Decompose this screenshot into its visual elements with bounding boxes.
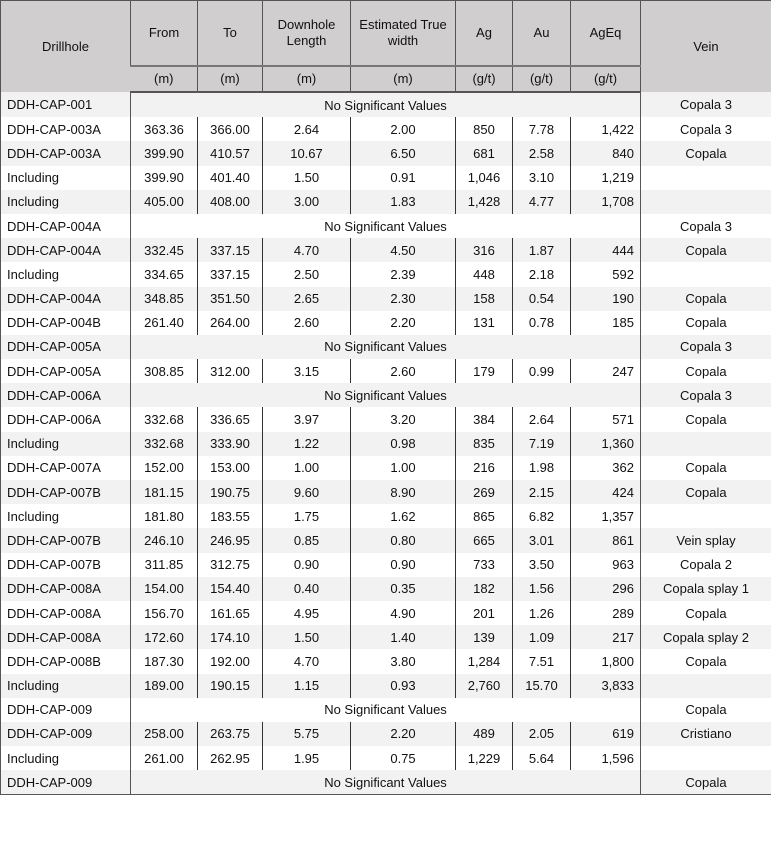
cell-drillhole: DDH-CAP-008B xyxy=(1,649,131,673)
cell-ageq: 424 xyxy=(571,480,641,504)
cell-ag: 1,428 xyxy=(456,190,513,214)
header-true-width: Estimated True width xyxy=(351,1,456,67)
table-row xyxy=(1,528,771,552)
cell-vein: Copala 3 xyxy=(641,92,771,117)
cell-to: 246.95 xyxy=(198,528,263,552)
unit-ag: (g/t) xyxy=(456,66,513,92)
cell-true-width: 6.50 xyxy=(351,141,456,165)
cell-drillhole: DDH-CAP-008A xyxy=(1,601,131,625)
cell-from: 405.00 xyxy=(131,190,198,214)
cell-ageq: 1,708 xyxy=(571,190,641,214)
cell-vein: Copala 3 xyxy=(641,383,771,407)
cell-vein: Copala splay 2 xyxy=(641,625,771,649)
cell-downhole-length: 2.50 xyxy=(263,262,351,286)
cell-downhole-length: 1.75 xyxy=(263,504,351,528)
cell-vein: Copala xyxy=(641,141,771,165)
table-row xyxy=(1,359,771,383)
cell-au: 0.54 xyxy=(513,287,571,311)
header-ag: Ag xyxy=(456,1,513,67)
cell-to: 264.00 xyxy=(198,311,263,335)
cell-no-significant-values: No Significant Values xyxy=(131,770,641,795)
cell-true-width: 0.98 xyxy=(351,432,456,456)
table-row xyxy=(1,601,771,625)
cell-true-width: 0.90 xyxy=(351,553,456,577)
cell-drillhole: DDH-CAP-004B xyxy=(1,311,131,335)
cell-au: 5.64 xyxy=(513,746,571,770)
cell-from: 261.40 xyxy=(144,315,184,331)
cell-vein: Cristiano xyxy=(641,722,771,746)
table-row xyxy=(1,117,771,141)
cell-to: 336.65 xyxy=(198,407,263,431)
cell-au: 7.19 xyxy=(513,432,571,456)
cell-true-width: 0.91 xyxy=(351,166,456,190)
table-row xyxy=(1,335,771,359)
header-downhole-length: Downhole Length xyxy=(263,1,351,67)
cell-drillhole: DDH-CAP-006A xyxy=(1,407,131,431)
table-row xyxy=(1,166,771,190)
cell-downhole-length: 2.60 xyxy=(263,311,351,335)
cell-to: 174.10 xyxy=(198,625,263,649)
cell-vein xyxy=(641,674,771,698)
cell-vein xyxy=(641,190,771,214)
cell-ag: 865 xyxy=(456,504,513,528)
cell-au: 2.15 xyxy=(513,480,571,504)
cell-ageq: 444 xyxy=(571,238,641,262)
cell-drillhole: Including xyxy=(1,190,131,214)
cell-true-width: 2.60 xyxy=(351,359,456,383)
cell-drillhole: Including xyxy=(1,746,131,770)
cell-ageq: 571 xyxy=(571,407,641,431)
cell-drillhole: DDH-CAP-009 xyxy=(1,770,131,795)
cell-to: 337.15 xyxy=(198,262,263,286)
cell-to: 408.00 xyxy=(198,190,263,214)
unit-ageq: (g/t) xyxy=(571,66,641,92)
cell-true-width: 2.39 xyxy=(351,262,456,286)
cell-from: 189.00 xyxy=(131,674,198,698)
cell-drillhole: DDH-CAP-007A xyxy=(1,456,131,480)
table-row xyxy=(1,92,771,117)
cell-drillhole: DDH-CAP-005A xyxy=(1,359,131,383)
cell-ageq: 861 xyxy=(571,528,641,552)
cell-vein: Vein splay xyxy=(641,528,771,552)
cell-downhole-length: 1.50 xyxy=(263,166,351,190)
cell-ag: 384 xyxy=(456,407,513,431)
table-row xyxy=(1,287,771,311)
cell-ag: 850 xyxy=(456,117,513,141)
cell-from: 399.90 xyxy=(131,141,198,165)
cell-ag: 2,760 xyxy=(456,674,513,698)
unit-from: (m) xyxy=(131,66,198,92)
cell-drillhole: DDH-CAP-003A xyxy=(1,117,131,141)
cell-to: 190.15 xyxy=(198,674,263,698)
cell-ag: 201 xyxy=(456,601,513,625)
cell-vein xyxy=(641,166,771,190)
cell-ag: 131 xyxy=(456,311,513,335)
table-row xyxy=(1,432,771,456)
cell-ageq: 1,422 xyxy=(571,117,641,141)
cell-downhole-length: 4.70 xyxy=(263,649,351,673)
table-row xyxy=(1,770,771,795)
cell-au: 7.78 xyxy=(513,117,571,141)
cell-drillhole: DDH-CAP-004A xyxy=(1,287,131,311)
cell-downhole-length: 9.60 xyxy=(263,480,351,504)
cell-ageq: 963 xyxy=(571,553,641,577)
cell-ageq: 296 xyxy=(571,577,641,601)
cell-ageq: 217 xyxy=(571,625,641,649)
table-row xyxy=(1,407,771,431)
cell-vein: Copala 3 xyxy=(641,117,771,141)
cell-vein: Copala xyxy=(641,698,771,722)
cell-au: 3.10 xyxy=(513,166,571,190)
cell-no-significant-values: No Significant Values xyxy=(324,702,447,718)
cell-drillhole: Including xyxy=(1,166,131,190)
cell-vein xyxy=(641,432,771,456)
cell-true-width: 3.20 xyxy=(351,407,456,431)
cell-from: 172.60 xyxy=(131,625,198,649)
cell-ag: 835 xyxy=(456,432,513,456)
table-row xyxy=(1,553,771,577)
cell-vein: Copala xyxy=(641,311,771,335)
table-row xyxy=(1,214,771,238)
cell-true-width: 3.80 xyxy=(351,649,456,673)
cell-downhole-length: 10.67 xyxy=(263,141,351,165)
cell-ag: 448 xyxy=(456,262,513,286)
cell-au: 1.56 xyxy=(513,577,571,601)
cell-drillhole: DDH-CAP-007B xyxy=(1,528,131,552)
table-row xyxy=(1,141,771,165)
cell-to: 351.50 xyxy=(198,287,263,311)
cell-to: 410.57 xyxy=(198,141,263,165)
cell-drillhole: DDH-CAP-003A xyxy=(1,141,131,165)
cell-vein: Copala xyxy=(641,480,771,504)
cell-from: 332.68 xyxy=(131,432,198,456)
cell-true-width: 8.90 xyxy=(351,480,456,504)
cell-from: 363.36 xyxy=(144,121,184,137)
cell-from: 334.65 xyxy=(144,266,184,282)
cell-vein: Copala splay 1 xyxy=(641,577,771,601)
cell-to: 333.90 xyxy=(198,432,263,456)
cell-au: 7.51 xyxy=(513,649,571,673)
cell-drillhole: Including xyxy=(1,504,131,528)
cell-au: 2.58 xyxy=(513,141,571,165)
cell-to: 312.00 xyxy=(198,359,263,383)
cell-from: 399.90 xyxy=(144,170,184,186)
cell-to: 161.65 xyxy=(198,601,263,625)
cell-au: 1.09 xyxy=(513,625,571,649)
cell-from: 181.80 xyxy=(144,508,184,524)
cell-to: 263.75 xyxy=(198,722,263,746)
cell-true-width: 0.75 xyxy=(351,746,456,770)
cell-ag: 269 xyxy=(456,480,513,504)
cell-true-width: 1.83 xyxy=(351,190,456,214)
cell-true-width: 2.00 xyxy=(351,117,456,141)
cell-true-width: 0.35 xyxy=(351,577,456,601)
header-to: To xyxy=(198,1,263,67)
cell-downhole-length: 2.65 xyxy=(263,287,351,311)
header-vein: Vein xyxy=(641,1,771,93)
cell-ageq: 185 xyxy=(571,311,641,335)
cell-downhole-length: 3.97 xyxy=(263,407,351,431)
cell-downhole-length: 2.64 xyxy=(263,117,351,141)
cell-downhole-length: 0.40 xyxy=(263,577,351,601)
unit-au: (g/t) xyxy=(513,66,571,92)
cell-from: 156.70 xyxy=(144,605,184,621)
cell-ag: 489 xyxy=(456,722,513,746)
table-row xyxy=(1,480,771,504)
table-row xyxy=(1,190,771,214)
cell-au: 3.50 xyxy=(513,553,571,577)
table-row xyxy=(1,311,771,335)
cell-ageq: 362 xyxy=(571,456,641,480)
cell-au: 4.77 xyxy=(513,190,571,214)
cell-from: 181.15 xyxy=(131,480,198,504)
cell-true-width: 4.90 xyxy=(351,601,456,625)
cell-ag: 665 xyxy=(456,528,513,552)
cell-ag: 1,284 xyxy=(456,649,513,673)
cell-ageq: 247 xyxy=(571,359,641,383)
cell-downhole-length: 1.22 xyxy=(263,432,351,456)
cell-ageq: 1,357 xyxy=(571,504,641,528)
cell-true-width: 2.20 xyxy=(351,722,456,746)
cell-true-width: 1.00 xyxy=(351,456,456,480)
cell-true-width: 1.62 xyxy=(351,504,456,528)
cell-no-significant-values: No Significant Values xyxy=(131,92,641,117)
cell-to: 192.00 xyxy=(198,649,263,673)
cell-true-width: 0.80 xyxy=(351,528,456,552)
cell-au: 15.70 xyxy=(513,674,571,698)
cell-drillhole: DDH-CAP-004A xyxy=(1,214,131,238)
cell-no-significant-values: No Significant Values xyxy=(131,383,641,407)
cell-vein: Copala xyxy=(641,238,771,262)
cell-drillhole: DDH-CAP-007B xyxy=(1,480,131,504)
cell-downhole-length: 4.95 xyxy=(263,601,351,625)
cell-true-width: 4.50 xyxy=(351,238,456,262)
cell-vein xyxy=(641,504,771,528)
cell-to: 183.55 xyxy=(198,504,263,528)
cell-vein: Copala 3 xyxy=(641,335,771,359)
cell-ageq: 1,219 xyxy=(571,166,641,190)
cell-drillhole: DDH-CAP-009 xyxy=(1,722,131,746)
cell-au: 1.98 xyxy=(513,456,571,480)
cell-true-width: 2.30 xyxy=(351,287,456,311)
cell-to: 337.15 xyxy=(198,238,263,262)
cell-drillhole: DDH-CAP-009 xyxy=(1,698,131,722)
cell-drillhole: Including xyxy=(1,674,131,698)
cell-from: 154.00 xyxy=(131,577,198,601)
cell-drillhole: DDH-CAP-001 xyxy=(1,92,131,117)
cell-vein: Copala 2 xyxy=(641,553,771,577)
cell-ageq: 619 xyxy=(571,722,641,746)
cell-drillhole: DDH-CAP-006A xyxy=(1,383,131,407)
cell-to: 153.00 xyxy=(198,456,263,480)
table-row xyxy=(1,383,771,407)
cell-vein: Copala xyxy=(641,770,771,795)
cell-from: 246.10 xyxy=(131,528,198,552)
cell-from: 332.45 xyxy=(131,238,198,262)
cell-ageq: 840 xyxy=(571,141,641,165)
unit-downhole-length: (m) xyxy=(263,66,351,92)
table-body xyxy=(1,92,771,795)
header-drillhole: Drillhole xyxy=(1,1,131,93)
cell-downhole-length: 1.00 xyxy=(263,456,351,480)
cell-ageq: 289 xyxy=(571,601,641,625)
cell-downhole-length: 0.90 xyxy=(263,553,351,577)
table-row xyxy=(1,722,771,746)
table-row xyxy=(1,577,771,601)
table-row xyxy=(1,649,771,673)
cell-downhole-length: 0.85 xyxy=(263,528,351,552)
table-row xyxy=(1,698,771,722)
cell-downhole-length: 1.95 xyxy=(263,746,351,770)
cell-true-width: 0.93 xyxy=(351,674,456,698)
header-from: From xyxy=(131,1,198,67)
table-row xyxy=(1,625,771,649)
cell-ageq: 3,833 xyxy=(571,674,641,698)
table-row xyxy=(1,674,771,698)
cell-drillhole: Including xyxy=(1,432,131,456)
cell-drillhole: DDH-CAP-007B xyxy=(1,553,131,577)
cell-no-significant-values: No Significant Values xyxy=(131,335,641,359)
cell-au: 1.26 xyxy=(513,601,571,625)
cell-vein xyxy=(641,262,771,286)
cell-au: 3.01 xyxy=(513,528,571,552)
cell-to: 154.40 xyxy=(198,577,263,601)
table-row xyxy=(1,504,771,528)
cell-ageq: 1,596 xyxy=(571,746,641,770)
cell-ageq: 1,360 xyxy=(571,432,641,456)
cell-vein: Copala xyxy=(641,359,771,383)
cell-to: 312.75 xyxy=(198,553,263,577)
cell-au: 2.18 xyxy=(513,262,571,286)
cell-drillhole: DDH-CAP-008A xyxy=(1,625,131,649)
cell-from: 152.00 xyxy=(144,460,184,476)
cell-ag: 179 xyxy=(456,359,513,383)
cell-to: 190.75 xyxy=(198,480,263,504)
table-row xyxy=(1,262,771,286)
cell-from: 258.00 xyxy=(131,722,198,746)
cell-au: 0.78 xyxy=(513,311,571,335)
cell-from: 261.00 xyxy=(144,750,184,766)
table-row xyxy=(1,456,771,480)
cell-ag: 316 xyxy=(456,238,513,262)
cell-au: 0.99 xyxy=(513,359,571,383)
cell-ageq: 592 xyxy=(571,262,641,286)
cell-true-width: 2.20 xyxy=(351,311,456,335)
cell-downhole-length: 4.70 xyxy=(263,238,351,262)
cell-vein: Copala xyxy=(641,601,771,625)
table-row xyxy=(1,746,771,770)
cell-vein: Copala 3 xyxy=(641,214,771,238)
unit-to: (m) xyxy=(198,66,263,92)
cell-ag: 182 xyxy=(456,577,513,601)
cell-downhole-length: 3.00 xyxy=(263,190,351,214)
cell-ag: 681 xyxy=(456,141,513,165)
cell-vein: Copala xyxy=(641,407,771,431)
cell-to: 401.40 xyxy=(198,166,263,190)
cell-no-significant-values: No Significant Values xyxy=(324,218,447,234)
cell-ageq: 190 xyxy=(571,287,641,311)
cell-ag: 1,229 xyxy=(456,746,513,770)
cell-to: 366.00 xyxy=(198,117,263,141)
cell-downhole-length: 3.15 xyxy=(263,359,351,383)
cell-drillhole: DDH-CAP-004A xyxy=(1,238,131,262)
cell-drillhole: DDH-CAP-008A xyxy=(1,577,131,601)
cell-from: 311.85 xyxy=(144,557,184,573)
cell-vein: Copala xyxy=(641,456,771,480)
unit-true-width: (m) xyxy=(351,66,456,92)
cell-drillhole: DDH-CAP-005A xyxy=(1,335,131,359)
cell-true-width: 1.40 xyxy=(351,625,456,649)
header-au: Au xyxy=(513,1,571,67)
cell-downhole-length: 1.50 xyxy=(263,625,351,649)
cell-ag: 158 xyxy=(456,287,513,311)
cell-drillhole: Including xyxy=(1,262,131,286)
cell-ageq: 1,800 xyxy=(571,649,641,673)
cell-vein xyxy=(641,746,771,770)
header-ageq: AgEq xyxy=(571,1,641,67)
cell-downhole-length: 5.75 xyxy=(263,722,351,746)
cell-ag: 216 xyxy=(456,456,513,480)
cell-au: 1.87 xyxy=(513,238,571,262)
cell-au: 6.82 xyxy=(513,504,571,528)
cell-from: 187.30 xyxy=(144,653,184,669)
cell-from: 348.85 xyxy=(131,287,198,311)
cell-ag: 733 xyxy=(456,553,513,577)
table-row xyxy=(1,238,771,262)
cell-from: 332.68 xyxy=(144,412,184,428)
cell-au: 2.05 xyxy=(513,722,571,746)
cell-au: 2.64 xyxy=(513,407,571,431)
cell-vein: Copala xyxy=(641,287,771,311)
cell-ag: 1,046 xyxy=(456,166,513,190)
cell-downhole-length: 1.15 xyxy=(263,674,351,698)
cell-vein: Copala xyxy=(641,649,771,673)
cell-from: 308.85 xyxy=(144,363,184,379)
cell-to: 262.95 xyxy=(198,746,263,770)
cell-ag: 139 xyxy=(456,625,513,649)
